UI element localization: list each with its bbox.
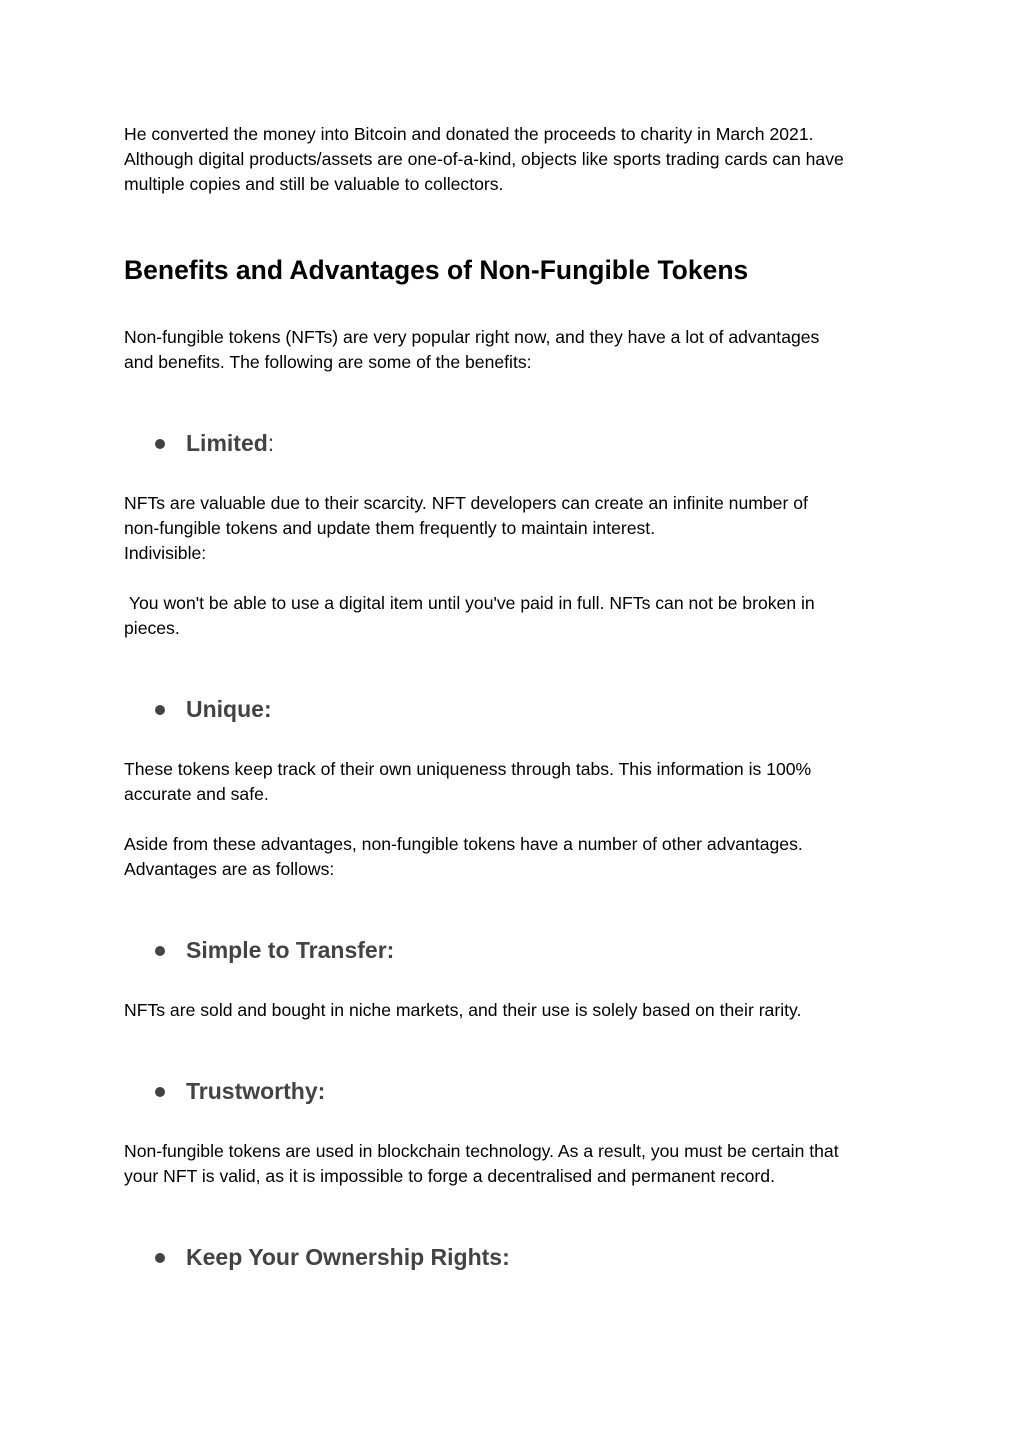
bullet-heading-limited bbox=[155, 426, 274, 460]
bullet-title: Simple to Transfer: bbox=[186, 936, 395, 963]
lead-line-2: and benefits. The following are some of the benefits: bbox=[124, 352, 532, 372]
section-heading: Benefits and Advantages of Non-Fungible Tokens bbox=[124, 255, 749, 285]
bullet-heading-simple-to-transfer bbox=[155, 933, 394, 967]
unique-line-1: These tokens keep track of their own uniqueness through tabs. This information is 100% bbox=[124, 759, 812, 779]
advantages-line-1: Aside from these advantages, non-fungible tokens have a number of other advantages. bbox=[124, 834, 803, 854]
advantages-paragraph bbox=[124, 832, 914, 882]
trustworthy-paragraph bbox=[124, 1139, 914, 1189]
lead-line-1: Non-fungible tokens (NFTs) are very popular right now, and they have a lot of advantages bbox=[124, 327, 820, 347]
bullet-title: Unique: bbox=[186, 695, 272, 722]
indivisible-line-2: pieces. bbox=[124, 618, 180, 638]
trustworthy-line-1: Non-fungible tokens are used in blockchain technology. As a result, you must be certain that bbox=[124, 1141, 839, 1161]
intro-line-2: Although digital products/assets are one-of-a-kind, objects like sports trading cards can have bbox=[124, 149, 844, 169]
bullet-suffix: : bbox=[267, 429, 275, 456]
bullet-heading-trustworthy bbox=[155, 1074, 325, 1108]
intro-line-1: He converted the money into Bitcoin and donated the proceeds to charity in March 2021. bbox=[124, 124, 814, 144]
limited-line-2: non-fungible tokens and update them frequently to maintain interest. bbox=[124, 518, 656, 538]
bullet-dot-icon bbox=[155, 946, 165, 956]
advantages-line-2: Advantages are as follows: bbox=[124, 859, 335, 879]
lead-paragraph bbox=[124, 325, 914, 375]
bullet-dot-icon bbox=[155, 1253, 165, 1263]
intro-line-3: multiple copies and still be valuable to collectors. bbox=[124, 174, 504, 194]
bullet-heading-unique bbox=[155, 692, 272, 726]
bullet-dot-icon bbox=[155, 439, 165, 449]
bullet-heading-ownership-rights bbox=[155, 1240, 510, 1274]
bullet-dot-icon bbox=[155, 1087, 165, 1097]
bullet-dot-icon bbox=[155, 705, 165, 715]
unique-paragraph bbox=[124, 757, 914, 807]
intro-paragraph bbox=[124, 122, 914, 197]
bullet-title: Limited bbox=[186, 429, 268, 456]
transfer-paragraph bbox=[124, 998, 914, 1023]
indivisible-line-1: You won't be able to use a digital item until you've paid in full. NFTs can not be broken in bbox=[124, 593, 815, 613]
bullet-title: Keep Your Ownership Rights: bbox=[186, 1243, 510, 1270]
unique-line-2: accurate and safe. bbox=[124, 784, 269, 804]
limited-paragraph bbox=[124, 491, 914, 566]
indivisible-label: Indivisible: bbox=[124, 543, 207, 563]
trustworthy-line-2: your NFT is valid, as it is impossible to forge a decentralised and permanent record. bbox=[124, 1166, 775, 1186]
bullet-title: Trustworthy: bbox=[186, 1077, 326, 1104]
limited-line-1: NFTs are valuable due to their scarcity. NFT developers can create an infinite number of bbox=[124, 493, 808, 513]
transfer-line-1: NFTs are sold and bought in niche markets, and their use is solely based on their rarity. bbox=[124, 1000, 802, 1020]
indivisible-paragraph bbox=[124, 591, 914, 641]
